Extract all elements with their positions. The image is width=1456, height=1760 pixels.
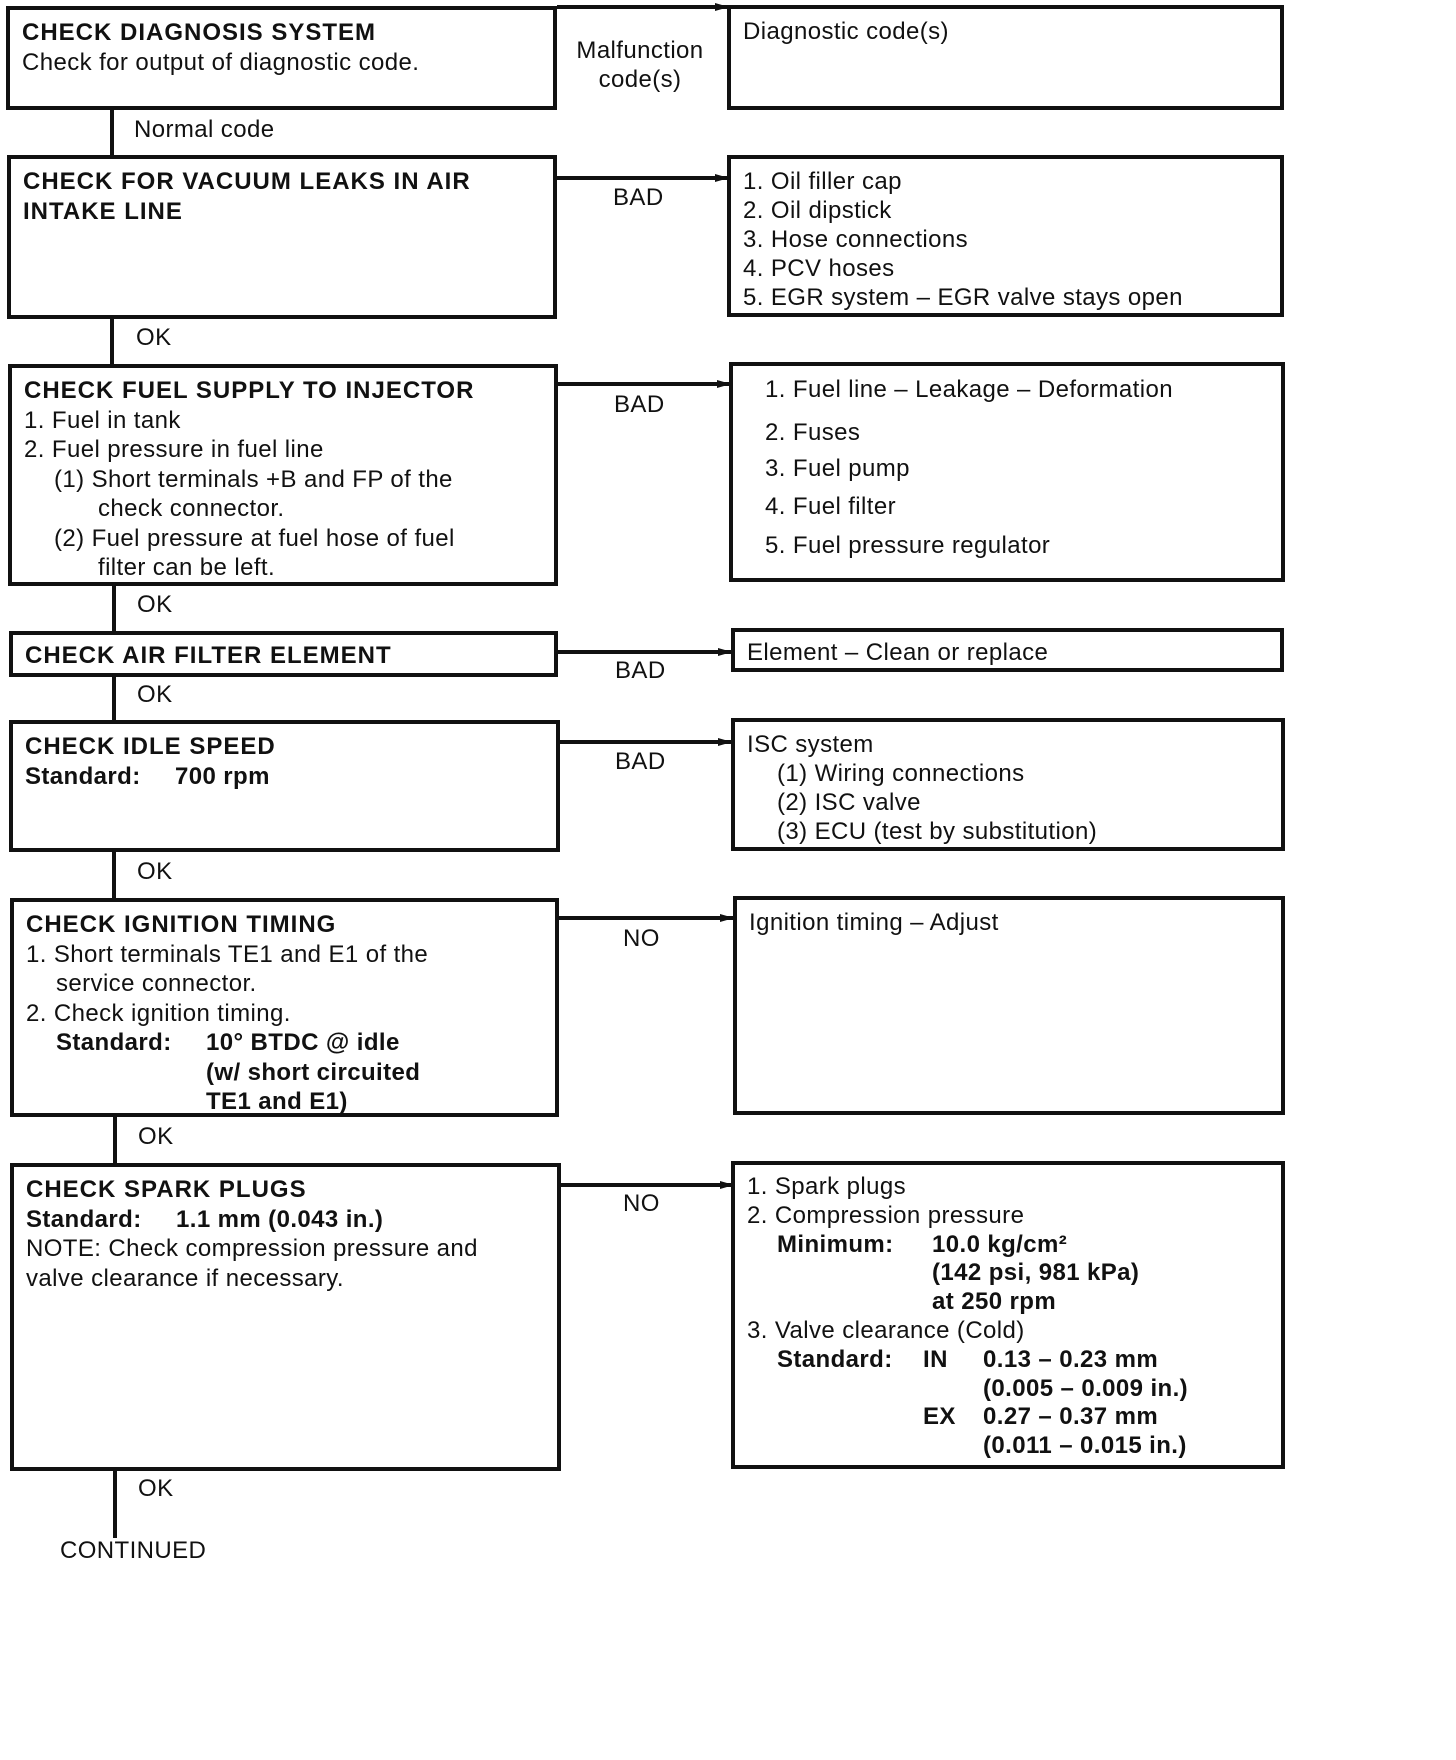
step-title-line: INTAKE LINE [23,197,183,225]
result-item: 4. Fuel filter [765,493,896,520]
label-bad: BAD [614,391,665,418]
step-title: CHECK IDLE SPEED [25,733,276,760]
result-item: (3) ECU (test by substitution) [777,818,1098,845]
result-item: 2. Oil dipstick [743,197,892,224]
step-title: CHECK SPARK PLUGS [26,1176,307,1203]
result-item: 1. Oil filler cap [743,168,902,195]
label-bad: BAD [615,748,666,775]
label-ok: OK [138,1123,174,1150]
label-no: NO [623,925,660,952]
label-normal-code: Normal code [134,116,275,143]
label-ok: OK [137,681,173,708]
step-text: 2. Fuel pressure in fuel line [24,436,324,463]
result-isc-system [731,718,1285,851]
step-title: CHECK DIAGNOSIS SYSTEM [22,19,377,46]
label-continued: CONTINUED [60,1537,207,1564]
ex-value: 0.27 – 0.37 mm [983,1403,1159,1431]
standard-value: TE1 and E1) [206,1088,348,1115]
step-text: (2) Fuel pressure at fuel hose of fuel [54,524,455,552]
minimum-label: Minimum: [777,1230,894,1258]
in-value: 0.13 – 0.23 mm [983,1345,1159,1373]
result-item: 2. Compression pressure [747,1201,1025,1229]
step-check-air-filter [9,631,558,677]
standard-value: 700 rpm [175,762,270,790]
result-spark-plug-causes [731,1161,1285,1469]
in-value: (0.005 – 0.009 in.) [983,1374,1189,1402]
step-text: filter can be left. [98,554,276,581]
result-item: 3. Hose connections [743,226,969,253]
step-text: check connector. [98,495,285,522]
label-bad: BAD [613,184,664,211]
result-vacuum-leak-causes [727,155,1284,317]
step-check-idle-speed [9,720,560,852]
standard-label: Standard: [56,1029,172,1056]
step-text: service connector. [56,970,257,997]
minimum-value: (142 psi, 981 kPa) [932,1259,1140,1287]
label-bad: BAD [615,657,666,684]
result-text: Element – Clean or replace [747,639,1049,666]
step-check-fuel-supply [8,364,558,586]
result-item: 1. Spark plugs [747,1173,907,1200]
label-ok: OK [137,591,173,618]
label-malfunction-codes [566,36,714,94]
label-ok: OK [137,858,173,885]
result-item: 3. Valve clearance (Cold) [747,1316,1025,1344]
result-item: ISC system [747,731,874,758]
standard-label: Standard: [26,1205,142,1233]
result-fuel-supply-causes [729,362,1285,582]
label-malfunction-line: Malfunction [576,37,704,64]
label-ok: OK [138,1475,174,1502]
label-ok: OK [136,324,172,351]
ex-value: (0.011 – 0.015 in.) [983,1432,1187,1460]
result-item: 1. Fuel line – Leakage – Deformation [765,376,1173,403]
result-item: 5. EGR system – EGR valve stays open [743,284,1183,311]
step-title: CHECK IGNITION TIMING [26,911,337,938]
result-item: (2) ISC valve [777,789,921,816]
ex-label: EX [923,1403,956,1431]
step-text: 1. Fuel in tank [24,406,181,434]
result-item: 5. Fuel pressure regulator [765,532,1051,559]
step-title: CHECK AIR FILTER ELEMENT [25,642,392,669]
standard-label: Standard: [25,762,141,790]
standard-value: 1.1 mm (0.043 in.) [176,1205,384,1233]
step-text: 1. Short terminals TE1 and E1 of the [26,940,429,968]
step-title-line: CHECK FOR VACUUM LEAKS IN AIR [23,168,471,195]
label-malfunction-line: code(s) [598,66,682,93]
note-text: valve clearance if necessary. [26,1264,344,1292]
step-check-spark-plugs [10,1163,561,1471]
result-item: 4. PCV hoses [743,255,895,282]
result-text: Diagnostic code(s) [743,18,949,45]
result-diagnostic-codes [727,5,1284,110]
result-air-filter [731,628,1284,672]
standard-value: 10° BTDC @ idle [206,1029,400,1056]
result-item: (1) Wiring connections [777,760,1025,787]
standard-value: (w/ short circuited [206,1058,421,1086]
standard-label: Standard: [777,1345,893,1373]
result-item: 2. Fuses [765,419,861,446]
result-text: Ignition timing – Adjust [749,909,999,936]
note-text: NOTE: Check compression pressure and [26,1235,478,1262]
step-check-diagnosis-system [6,6,557,110]
step-text: Check for output of diagnostic code. [22,48,420,76]
minimum-value: 10.0 kg/cm² [932,1230,1068,1258]
label-no: NO [623,1190,660,1217]
step-check-ignition-timing [10,898,559,1117]
in-label: IN [923,1345,948,1373]
step-check-vacuum-leaks [7,155,557,319]
result-item: 3. Fuel pump [765,455,910,482]
minimum-value: at 250 rpm [932,1288,1057,1316]
step-text: (1) Short terminals +B and FP of the [54,465,453,493]
step-title: CHECK FUEL SUPPLY TO INJECTOR [24,377,475,404]
result-ignition-timing [733,896,1285,1115]
step-text: 2. Check ignition timing. [26,999,291,1027]
